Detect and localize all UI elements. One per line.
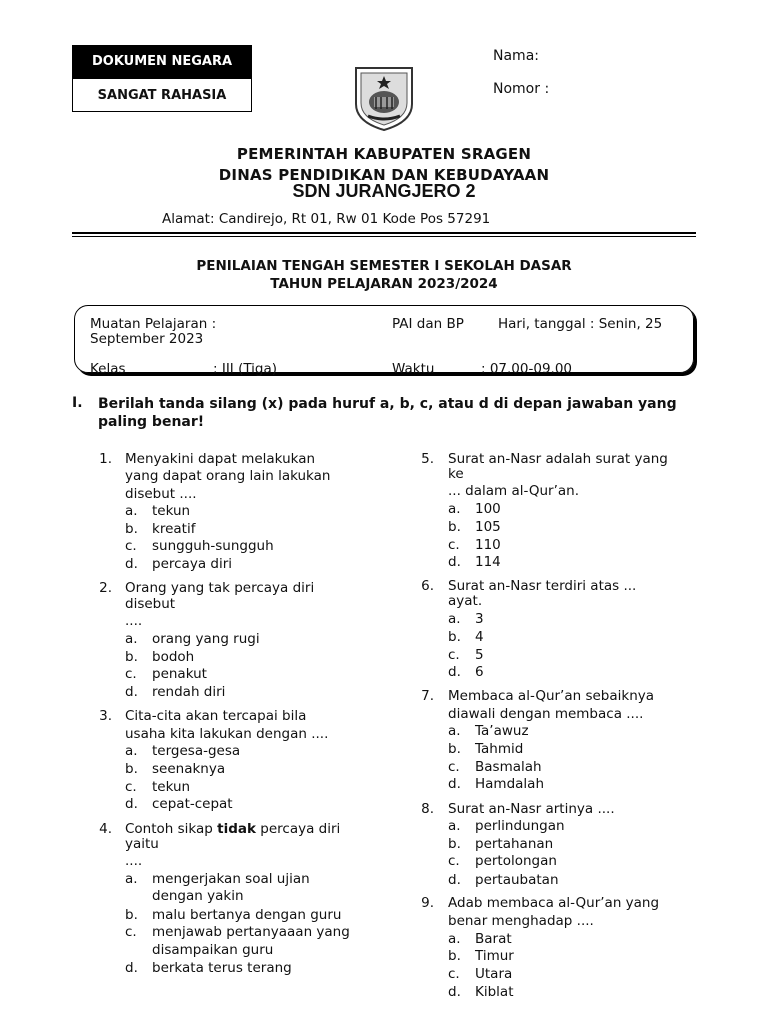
- option-b[interactable]: 4: [475, 629, 484, 645]
- option-c[interactable]: 5: [475, 647, 484, 663]
- option-letter: b.: [448, 741, 461, 757]
- option-letter: d.: [448, 554, 461, 570]
- option-c[interactable]: pertolongan: [475, 853, 557, 869]
- question-text: ayat.: [448, 593, 483, 609]
- question-text: Adab membaca al-Qur’an yang: [448, 895, 660, 911]
- header-divider-thin: [72, 236, 696, 237]
- option-letter: b.: [448, 836, 461, 852]
- option-d[interactable]: rendah diri: [152, 684, 226, 700]
- option-letter: d.: [125, 960, 138, 976]
- option-letter: c.: [448, 537, 460, 553]
- option-letter: c.: [448, 853, 460, 869]
- question-text: disebut: [125, 596, 176, 612]
- exam-title: PENILAIAN TENGAH SEMESTER I SEKOLAH DASAR: [196, 258, 572, 274]
- question-number: 3.: [99, 708, 112, 724]
- subject-label: Muatan Pelajaran :: [90, 316, 217, 332]
- option-d[interactable]: Hamdalah: [475, 776, 544, 792]
- option-a[interactable]: tergesa-gesa: [152, 743, 241, 759]
- option-letter: d.: [448, 664, 461, 680]
- time-value: : 07.00-09.00: [481, 361, 573, 377]
- regency-emblem-icon: [352, 64, 416, 132]
- option-d[interactable]: cepat-cepat: [152, 796, 233, 812]
- question-number: 9.: [421, 895, 434, 911]
- option-a[interactable]: 100: [475, 501, 501, 517]
- option-letter: a.: [448, 818, 461, 834]
- option-b[interactable]: Tahmid: [475, 741, 524, 757]
- nama-field-label: Nama:: [493, 48, 539, 64]
- option-letter: a.: [448, 611, 461, 627]
- option-c[interactable]: 110: [475, 537, 501, 553]
- question-text: benar menghadap ....: [448, 913, 594, 929]
- option-letter: b.: [448, 629, 461, 645]
- option-letter: a.: [448, 931, 461, 947]
- option-b[interactable]: Timur: [475, 948, 514, 964]
- option-c[interactable]: menjawab pertanyaaan yang: [152, 924, 350, 940]
- option-c[interactable]: sungguh-sungguh: [152, 538, 274, 554]
- question-number: 4.: [99, 821, 112, 837]
- question-number: 2.: [99, 580, 112, 596]
- date-value: September 2023: [90, 331, 204, 347]
- option-a[interactable]: mengerjakan soal ujian: [152, 871, 310, 887]
- option-d[interactable]: pertaubatan: [475, 872, 559, 888]
- class-label: Kelas: [90, 361, 126, 377]
- question-text: ....: [125, 613, 143, 629]
- section-number: I.: [72, 395, 83, 411]
- question-text: Contoh sikap tidak percaya diri: [125, 821, 341, 837]
- question-number: 1.: [99, 451, 112, 467]
- nomor-field-label: Nomor :: [493, 81, 550, 97]
- option-letter: d.: [125, 684, 138, 700]
- question-text: Orang yang tak percaya diri: [125, 580, 315, 596]
- option-letter: d.: [125, 796, 138, 812]
- question-number: 6.: [421, 578, 434, 594]
- option-letter: a.: [448, 723, 461, 739]
- option-letter: d.: [448, 776, 461, 792]
- question-text: Cita-cita akan tercapai bila: [125, 708, 307, 724]
- option-letter: a.: [125, 503, 138, 519]
- option-letter: c.: [448, 647, 460, 663]
- option-b[interactable]: bodoh: [152, 649, 195, 665]
- academic-year: TAHUN PELAJARAN 2023/2024: [270, 276, 498, 292]
- option-b[interactable]: kreatif: [152, 521, 196, 537]
- question-number: 7.: [421, 688, 434, 704]
- option-c[interactable]: penakut: [152, 666, 207, 682]
- option-letter: d.: [125, 556, 138, 572]
- subject-value: PAI dan BP: [392, 316, 464, 332]
- option-d[interactable]: 6: [475, 664, 484, 680]
- option-b[interactable]: seenaknya: [152, 761, 226, 777]
- question-text: usaha kita lakukan dengan ....: [125, 726, 329, 742]
- government-title: PEMERINTAH KABUPATEN SRAGEN: [236, 145, 532, 163]
- question-text: ....: [125, 853, 143, 869]
- option-letter: a.: [125, 631, 138, 647]
- question-text: diawali dengan membaca ....: [448, 706, 644, 722]
- option-letter: c.: [448, 966, 460, 982]
- time-label: Waktu: [392, 361, 435, 377]
- option-b[interactable]: pertahanan: [475, 836, 554, 852]
- option-d[interactable]: Kiblat: [475, 984, 514, 1000]
- option-c[interactable]: Utara: [475, 966, 513, 982]
- option-letter: d.: [448, 872, 461, 888]
- option-letter: c.: [125, 666, 137, 682]
- sangat-rahasia-label: SANGAT RAHASIA: [72, 78, 252, 112]
- emphasis-word: tidak: [217, 821, 256, 837]
- header-divider: [72, 232, 696, 234]
- option-letter: b.: [125, 649, 138, 665]
- date-label: Hari, tanggal : Senin, 25: [498, 316, 663, 332]
- question-text: ke: [448, 466, 464, 482]
- school-name: SDN JURANGJERO 2: [292, 181, 476, 201]
- school-address: Alamat: Candirejo, Rt 01, Rw 01 Kode Pos 57291: [162, 211, 491, 227]
- section-instruction: Berilah tanda silang (x) pada huruf a, b, c, atau d di depan jawaban yang paling benar!: [98, 396, 677, 430]
- department-title: DINAS PENDIDIKAN DAN KEBUDAYAAN: [218, 166, 550, 184]
- question-text: Surat an-Nasr terdiri atas ...: [448, 578, 637, 594]
- option-letter: c.: [125, 924, 137, 940]
- option-d[interactable]: berkata terus terang: [152, 960, 292, 976]
- option-a[interactable]: Barat: [475, 931, 512, 947]
- class-value: : III (Tiga): [213, 361, 278, 377]
- option-letter: b.: [448, 519, 461, 535]
- option-a[interactable]: tekun: [152, 503, 191, 519]
- question-number: 5.: [421, 451, 434, 467]
- question-text: Surat an-Nasr adalah surat yang: [448, 451, 668, 467]
- option-d[interactable]: percaya diri: [152, 556, 232, 572]
- question-text: Menyakini dapat melakukan: [125, 451, 316, 467]
- option-letter: b.: [448, 948, 461, 964]
- option-b[interactable]: 105: [475, 519, 501, 535]
- question-text: yaitu: [125, 836, 159, 852]
- option-letter: a.: [125, 743, 138, 759]
- option-a[interactable]: perlindungan: [475, 818, 565, 834]
- option-a[interactable]: orang yang rugi: [152, 631, 260, 647]
- option-letter: a.: [125, 871, 138, 887]
- question-text: ... dalam al-Qur’an.: [448, 483, 580, 499]
- question-number: 8.: [421, 801, 434, 817]
- option-a[interactable]: 3: [475, 611, 484, 627]
- option-c-cont[interactable]: disampaikan guru: [152, 942, 274, 958]
- option-letter: b.: [125, 907, 138, 923]
- question-text: yang dapat orang lain lakukan: [125, 468, 331, 484]
- option-letter: a.: [448, 501, 461, 517]
- option-a-cont[interactable]: dengan yakin: [152, 888, 244, 904]
- question-text: Membaca al-Qur’an sebaiknya: [448, 688, 655, 704]
- option-letter: b.: [125, 761, 138, 777]
- option-d[interactable]: 114: [475, 554, 501, 570]
- dokumen-negara-label: DOKUMEN NEGARA: [72, 45, 252, 78]
- option-letter: d.: [448, 984, 461, 1000]
- option-letter: b.: [125, 521, 138, 537]
- option-letter: c.: [448, 759, 460, 775]
- question-text: Surat an-Nasr artinya ....: [448, 801, 615, 817]
- option-c[interactable]: Basmalah: [475, 759, 542, 775]
- option-c[interactable]: tekun: [152, 779, 191, 795]
- question-text: disebut ....: [125, 486, 197, 502]
- option-b[interactable]: malu bertanya dengan guru: [152, 907, 342, 923]
- option-letter: c.: [125, 538, 137, 554]
- option-letter: c.: [125, 779, 137, 795]
- option-a[interactable]: Ta’awuz: [475, 723, 529, 739]
